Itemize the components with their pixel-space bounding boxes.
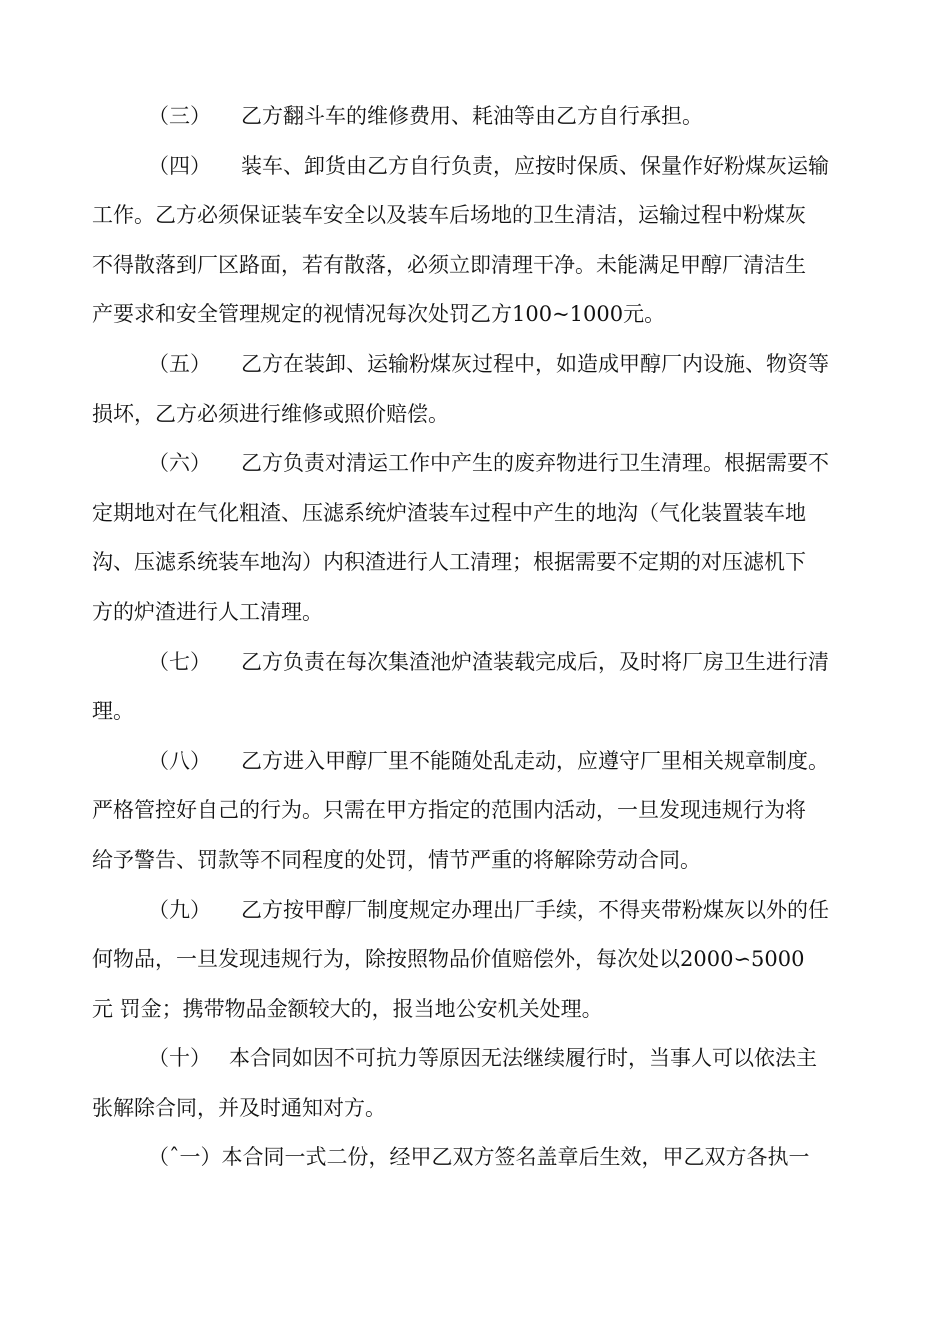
- clause-line: 定期地对在气化粗渣、压滤系统炉渣装车过程中产生的地沟（气化装置装车地: [92, 500, 806, 525]
- clause-4: [92, 148, 858, 346]
- clause-11: [92, 1139, 858, 1189]
- clause-text: 本合同一式二份，经甲乙双方签名盖章后生效，甲乙双方各执一: [221, 1145, 810, 1170]
- clause-line: 元 罚金；携带物品金额较大的，报当地公安机关处理。: [92, 996, 603, 1021]
- clause-text: 本合同如因不可抗力等原因无法继续履行时，当事人可以依法主: [229, 1046, 817, 1071]
- clause-line: [92, 892, 858, 942]
- clause-line: 理。: [92, 699, 134, 724]
- clause-8: [92, 743, 858, 892]
- clause-text: 乙方在装卸、运输粉煤灰过程中，如造成甲醇厂内设施、物资等: [241, 351, 829, 376]
- clause-6: [92, 445, 858, 643]
- clause-number: （十）: [148, 1046, 211, 1071]
- clause-line: [92, 1040, 858, 1090]
- clause-line: 损坏，乙方必须进行维修或照价赔偿。: [92, 401, 449, 426]
- clause-line: 沟、压滤系统装车地沟）内积渣进行人工清理；根据需要不定期的对压滤机下: [92, 550, 806, 575]
- clause-number: （五）: [148, 351, 211, 376]
- clause-number: （六）: [148, 451, 211, 476]
- clause-text: 乙方负责在每次集渣池炉渣装载完成后，及时将厂房卫生进行清: [241, 649, 829, 674]
- clause-line: 工作。乙方必须保证装车安全以及装车后场地的卫生清洁，运输过程中粉煤灰: [92, 203, 806, 228]
- clause-line: 产要求和安全管理规定的视情况每次处罚乙方100~1000元。: [92, 302, 666, 327]
- clause-line: 给予警告、罚款等不同程度的处罚，情节严重的将解除劳动合同。: [92, 847, 701, 872]
- clause-number: （七）: [148, 649, 211, 674]
- clause-text: 乙方按甲醇厂制度规定办理出厂手续，不得夹带粉煤灰以外的任: [241, 897, 829, 922]
- clause-line: 何物品，一旦发现违规行为，除按照物品价值赔偿外，每次处以2000∽5000: [92, 947, 805, 972]
- clause-number: （八）: [148, 748, 211, 773]
- clause-text: 装车、卸货由乙方自行负责，应按时保质、保量作好粉煤灰运输: [241, 153, 829, 178]
- clause-text: 乙方翻斗车的维修费用、耗油等由乙方自行承担。: [241, 104, 703, 128]
- clause-line: 不得散落到厂区路面，若有散落，必须立即清理干净。未能满足甲醇厂清洁生: [92, 252, 806, 277]
- clause-line: [92, 644, 858, 694]
- clause-line: [92, 148, 858, 198]
- clause-line: [92, 1139, 858, 1189]
- clause-text: 乙方负责对清运工作中产生的废弃物进行卫生清理。根据需要不: [241, 451, 829, 476]
- clause-line: [92, 346, 858, 396]
- clause-line: 张解除合同，并及时通知对方。: [92, 1095, 386, 1120]
- clause-number: （四）: [148, 153, 211, 178]
- clause-number: （ˆ一）: [148, 1145, 222, 1170]
- clause-10: [92, 1040, 858, 1139]
- clause-number: （三）: [148, 104, 211, 128]
- clause-line: 方的炉渣进行人工清理。: [92, 599, 323, 624]
- clause-line: [92, 445, 858, 495]
- clause-3: [92, 98, 858, 148]
- clause-text: 乙方进入甲醇厂里不能随处乱走动，应遵守厂里相关规章制度。: [241, 748, 829, 773]
- clause-line: [92, 743, 858, 793]
- clause-line: 严格管控好自己的行为。只需在甲方指定的范围内活动，一旦发现违规行为将: [92, 798, 806, 823]
- clause-7: [92, 644, 858, 743]
- clause-number: （九）: [148, 897, 211, 922]
- clause-5: [92, 346, 858, 445]
- clause-9: [92, 892, 858, 1041]
- clause-line: [92, 98, 858, 148]
